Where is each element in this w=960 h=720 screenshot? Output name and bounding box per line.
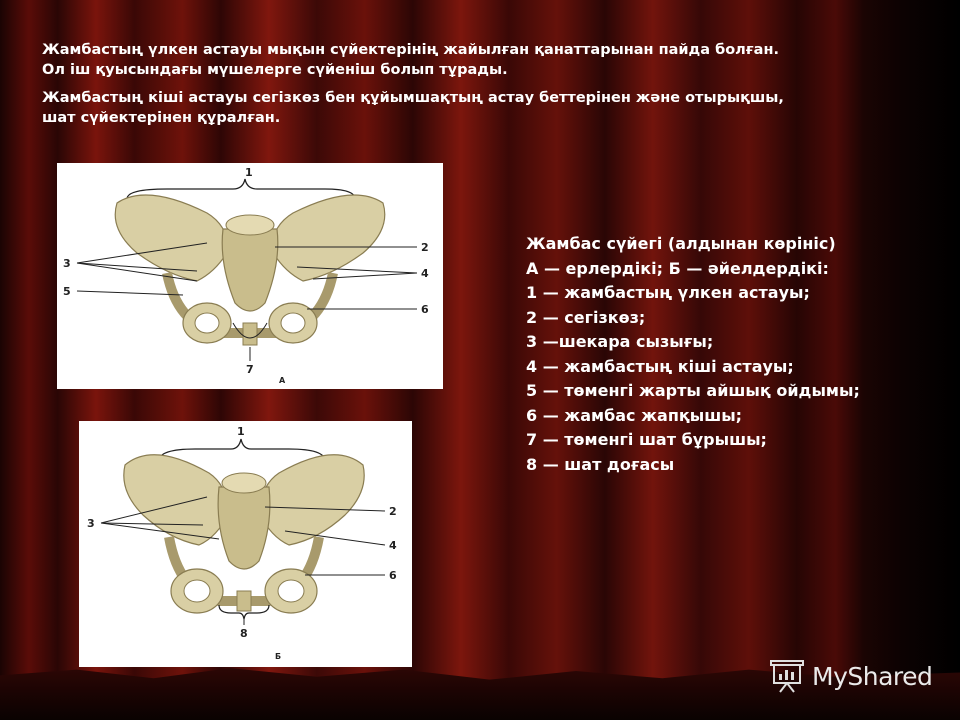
fig-a-label-5: 5	[63, 285, 71, 298]
intro-p2-line2: шат сүйектерінен құралған.	[42, 110, 281, 126]
fig-a-label-1: 1	[245, 166, 253, 179]
presentation-board-icon	[768, 659, 806, 693]
figure-male-pelvis	[57, 163, 443, 389]
caption-line: 6 — жамбас жапқышы;	[526, 405, 743, 425]
caption-line: 5 — төменгі жарты айшық ойдымы;	[526, 381, 860, 400]
intro-text	[42, 40, 922, 136]
figure-female-pelvis	[79, 421, 412, 667]
fig-a-label-2: 2	[421, 241, 429, 254]
caption-line: 2 — сегізкөз;	[526, 307, 646, 327]
caption-line: 7 — төменгі шат бұрышы;	[526, 430, 767, 449]
fig-a-label-7: 7	[246, 363, 254, 376]
fig-b-label-1: 1	[237, 425, 245, 438]
fig-a-label-6: 6	[421, 303, 429, 316]
intro-p1-line2: Ол іш қуысындағы мүшелерге сүйеніш болып тұрады.	[42, 62, 508, 78]
female-pelvis-illustration	[79, 421, 412, 667]
caption-title: Жамбас сүйегі (алдынан көрініс)	[526, 234, 836, 253]
male-pelvis-illustration	[57, 163, 443, 389]
fig-b-letter: Б	[275, 652, 282, 661]
caption-line: 8 — шат доғасы	[526, 454, 675, 474]
caption-line: А — ерлердікі; Б — әйелдердікі:	[526, 258, 829, 278]
fig-b-label-4: 4	[389, 539, 397, 552]
fig-a-letter: А	[279, 376, 286, 385]
caption-line: 4 — жамбастың кіші астауы;	[526, 356, 794, 376]
fig-a-label-4: 4	[421, 267, 429, 280]
intro-paragraph-2	[42, 88, 922, 128]
fig-b-label-8: 8	[240, 627, 248, 640]
intro-p1-line1: Жамбастың үлкен астауы мықын сүйектерінің жайылған қанаттарынан пайда болған.	[42, 42, 779, 58]
fig-b-label-6: 6	[389, 569, 397, 582]
intro-p2-line1: Жамбастың кіші астауы сегізкөз бен құйымшақтың астау беттерінен және отырықшы,	[42, 90, 784, 106]
figure-caption	[526, 232, 946, 477]
caption-line: 1 — жамбастың үлкен астауы;	[526, 283, 810, 302]
logo-text: MyShared	[812, 661, 933, 691]
caption-line: 3 —шекара сызығы;	[526, 332, 714, 351]
fig-b-label-3: 3	[87, 517, 95, 530]
fig-b-label-2: 2	[389, 505, 397, 518]
fig-a-label-3: 3	[63, 257, 71, 270]
myshared-logo[interactable]	[768, 656, 948, 696]
intro-paragraph-1	[42, 40, 922, 80]
